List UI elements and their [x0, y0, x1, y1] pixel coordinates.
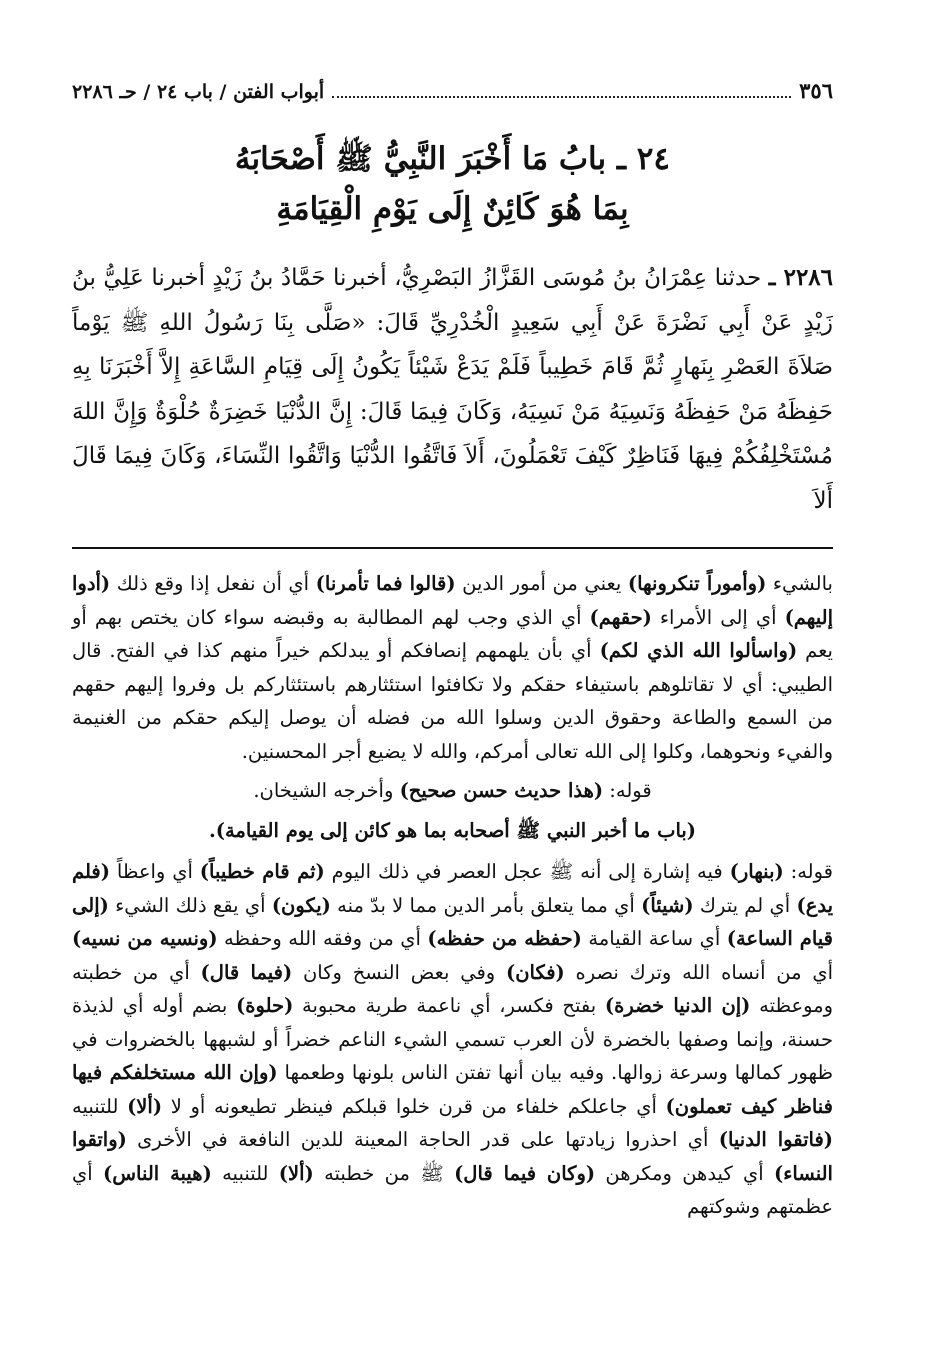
page — [72, 78, 833, 1224]
bold-quote: (ثم قام خطيباً) — [199, 860, 325, 883]
hadith-text — [72, 256, 833, 523]
text-run: أي جاعلكم خلفاء من قرن خلوا قبلكم فينظر تطيعونه أو لا — [162, 1094, 666, 1118]
page-number: ٣٥٦ — [799, 78, 833, 103]
bold-quote: (حفظه من حفظه) — [427, 927, 582, 950]
bold-quote: (هذا حديث حسن صحيح) — [399, 779, 604, 802]
bold-quote: (هيبة الناس) — [102, 1161, 212, 1185]
bold-quote: (وإن الله مستخلفكم فيها فناظر كيف تعملون) — [72, 1061, 834, 1118]
bold-quote: (إلى قيام الساعة) — [72, 893, 833, 950]
text-run: ﷺ من خطبته — [313, 1161, 455, 1185]
bold-quote: (إن الدنيا خضرة) — [604, 994, 751, 1017]
text-run: للتنبيه — [211, 1161, 279, 1185]
text-run: بالشيء — [766, 572, 833, 595]
commentary-grading — [72, 774, 833, 808]
bold-quote: (بنهار) — [729, 860, 784, 883]
commentary-paragraph-2 — [72, 855, 833, 1224]
text-run: أي واعظاً — [109, 860, 200, 883]
text-run: للتنبيه — [72, 1094, 128, 1118]
text-run: أي أن نفعل إذا وقع ذلك — [110, 572, 316, 595]
divider-rule — [72, 547, 833, 549]
bold-quote: (شيئاً) — [641, 893, 694, 917]
text-run: أي عظمتهم وشوكتهم — [72, 1161, 833, 1218]
bold-quote: (ألا) — [127, 1094, 163, 1118]
text-run: وأخرجه الشيخان. — [253, 779, 400, 802]
text-run: أي الذي وجب لهم المطالبة به وقبضه سواء كان يختص بهم أو يعم — [72, 605, 833, 662]
bold-quote: (أدوا إليهم) — [72, 572, 833, 629]
running-head — [72, 78, 833, 112]
text-run: قوله: — [783, 860, 833, 883]
chapter-title — [72, 134, 833, 234]
bold-quote: (ونسيه من نسيه) — [72, 927, 218, 950]
bold-quote: (واسألوا الله الذي لكم) — [599, 639, 798, 662]
text-run: يعني من أمور الدين — [455, 572, 628, 595]
chapter-title-line2: بِمَا هُوَ كَائِنٌ إِلَى يَوْمِ الْقِيَامَةِ — [276, 191, 629, 227]
text-run: بضم أوله أي لذيذة حسنة، وإنما وصفها بالخضرة لأن العرب تسمي الشيء الناعم خضراً أو لشبهها بالخضروات في ظهور كمالها وسرعة زوالها. وفيه بيان أنها تفتن الناس بلونها وطعمها — [72, 994, 833, 1084]
text-run: أي يقع ذلك الشيء — [108, 893, 272, 917]
text-run: أي إلى الأمراء — [651, 605, 785, 629]
text-run: وفي بعض النسخ وكان — [292, 960, 506, 984]
bold-quote: (وأموراً تنكرونها) — [627, 572, 767, 595]
bold-quote: (فيما قال) — [200, 960, 293, 984]
text-run: أي كيدهن ومكرهن — [595, 1161, 774, 1185]
bold-quote: (واتقوا النساء) — [72, 1128, 833, 1185]
bold-quote: (قالوا فما تأمرنا) — [315, 572, 456, 595]
running-title: أبواب الفتن / باب ٢٤ / حـ ٢٢٨٦ — [72, 81, 325, 103]
leader-dots — [332, 96, 791, 98]
text-run: أي ساعة القيامة — [581, 927, 727, 950]
hadith-body: حدثنا عِمْرَانُ بنُ مُوسَى القَزَّازُ البَصْرِيُّ، أخبرنا حَمَّادُ بنُ زَيْدٍ أخبرنا عَلِيُّ بنُ زَيْدٍ عَنْ أَبِي نَضْرَةَ عَنْ أَبِي سَعِيدٍ الْخُدْرِيِّ قَالَ: «صَلَّى بِنَا رَسُولُ اللهِ ﷺ يَوْماً صَلاَةَ العَصْرِ بِنَهارٍ ثُمَّ قَامَ خَطِيباً فَلَمْ يَدَعْ شَيْئاً يَكُونُ إِلَى قِيَامِ السَّاعَةِ إِلاَّ أَخْبَرَنَا بِهِ حَفِظَهُ مَنْ حَفِظَهُ وَنَسِيَهُ مَنْ نَسِيَهُ، وَكَانَ فِيمَا قَالَ: إِنَّ الدُّنْيَا خَضِرَةٌ حُلْوَةٌ وَإِنَّ اللهَ مُسْتَخْلِفُكُمْ فِيهَا فَنَاظِرٌ كَيْفَ تَعْمَلُونَ، أَلاَ فَاتَّقُوا الدُّنْيَا وَاتَّقُوا النِّسَاءَ، وَكَانَ فِيمَا قَالَ أَلاَ — [72, 265, 833, 514]
bold-quote: (فلم يدع) — [72, 860, 833, 917]
bold-quote: (وكان فيما قال) — [454, 1161, 596, 1185]
text-run: بفتح فكسر، أي ناعمة طرية محبوبة — [293, 994, 605, 1017]
commentary — [72, 567, 833, 1224]
text-run: أي من أنساه الله وترك نصره — [564, 960, 834, 984]
text-run: قوله: — [603, 779, 652, 802]
chapter-title-line1: ٢٤ ـ بابُ مَا أَخْبَرَ النَّبِيُّ ﷺ أَصْحَابَهُ — [234, 141, 671, 177]
bold-quote: (حلوة) — [236, 994, 294, 1017]
hadith-number: ٢٢٨٦ ـ — [768, 264, 834, 291]
text-run: أي بأن يلهمهم إنصافكم أو يبدلكم خيراً منهم كذا في الفتح. قال الطيبي: أي لا تقاتلوهم باستيفاء حقكم ولا تكافئوا استئثارهم باستئثاركم بل وفروا إليهم حقهم من السمع والطاعة وحقوق الدين وسلوا الله من فضله أن يوصل إليكم حقكم من الغنيمة والفيء ونحوهما، وكلوا إلى الله تعالى أمركم، والله لا يضيع أجر المحسنين. — [72, 639, 833, 763]
bold-quote: (حقهم) — [589, 605, 652, 629]
text-run: أي احذروا زيادتها على قدر الحاجة المعينة للدين النافعة في الأخرى — [126, 1128, 719, 1151]
text-run: أي من خطبته وموعظته — [72, 960, 834, 1017]
bold-quote: (فاتقوا الدنيا) — [718, 1128, 833, 1151]
text-run: فيه إشارة إلى أنه ﷺ عجل العصر في ذلك اليوم — [324, 860, 730, 883]
text-run: أي من وفقه الله وحفظه — [217, 927, 428, 950]
commentary-paragraph-1 — [72, 567, 833, 768]
commentary-chapter-heading-text: (باب ما أخبر النبي ﷺ أصحابه بما هو كائن إلى يوم القيامة). — [208, 818, 697, 842]
bold-quote: (يكون) — [271, 893, 331, 917]
bold-quote: (فكان) — [505, 960, 565, 984]
text-run: أي مما يتعلق بأمر الدين مما لا بدّ منه — [330, 893, 642, 917]
bold-quote: (ألا) — [278, 1161, 314, 1185]
commentary-chapter-heading — [72, 814, 833, 848]
text-run: أي لم يترك — [693, 893, 797, 917]
